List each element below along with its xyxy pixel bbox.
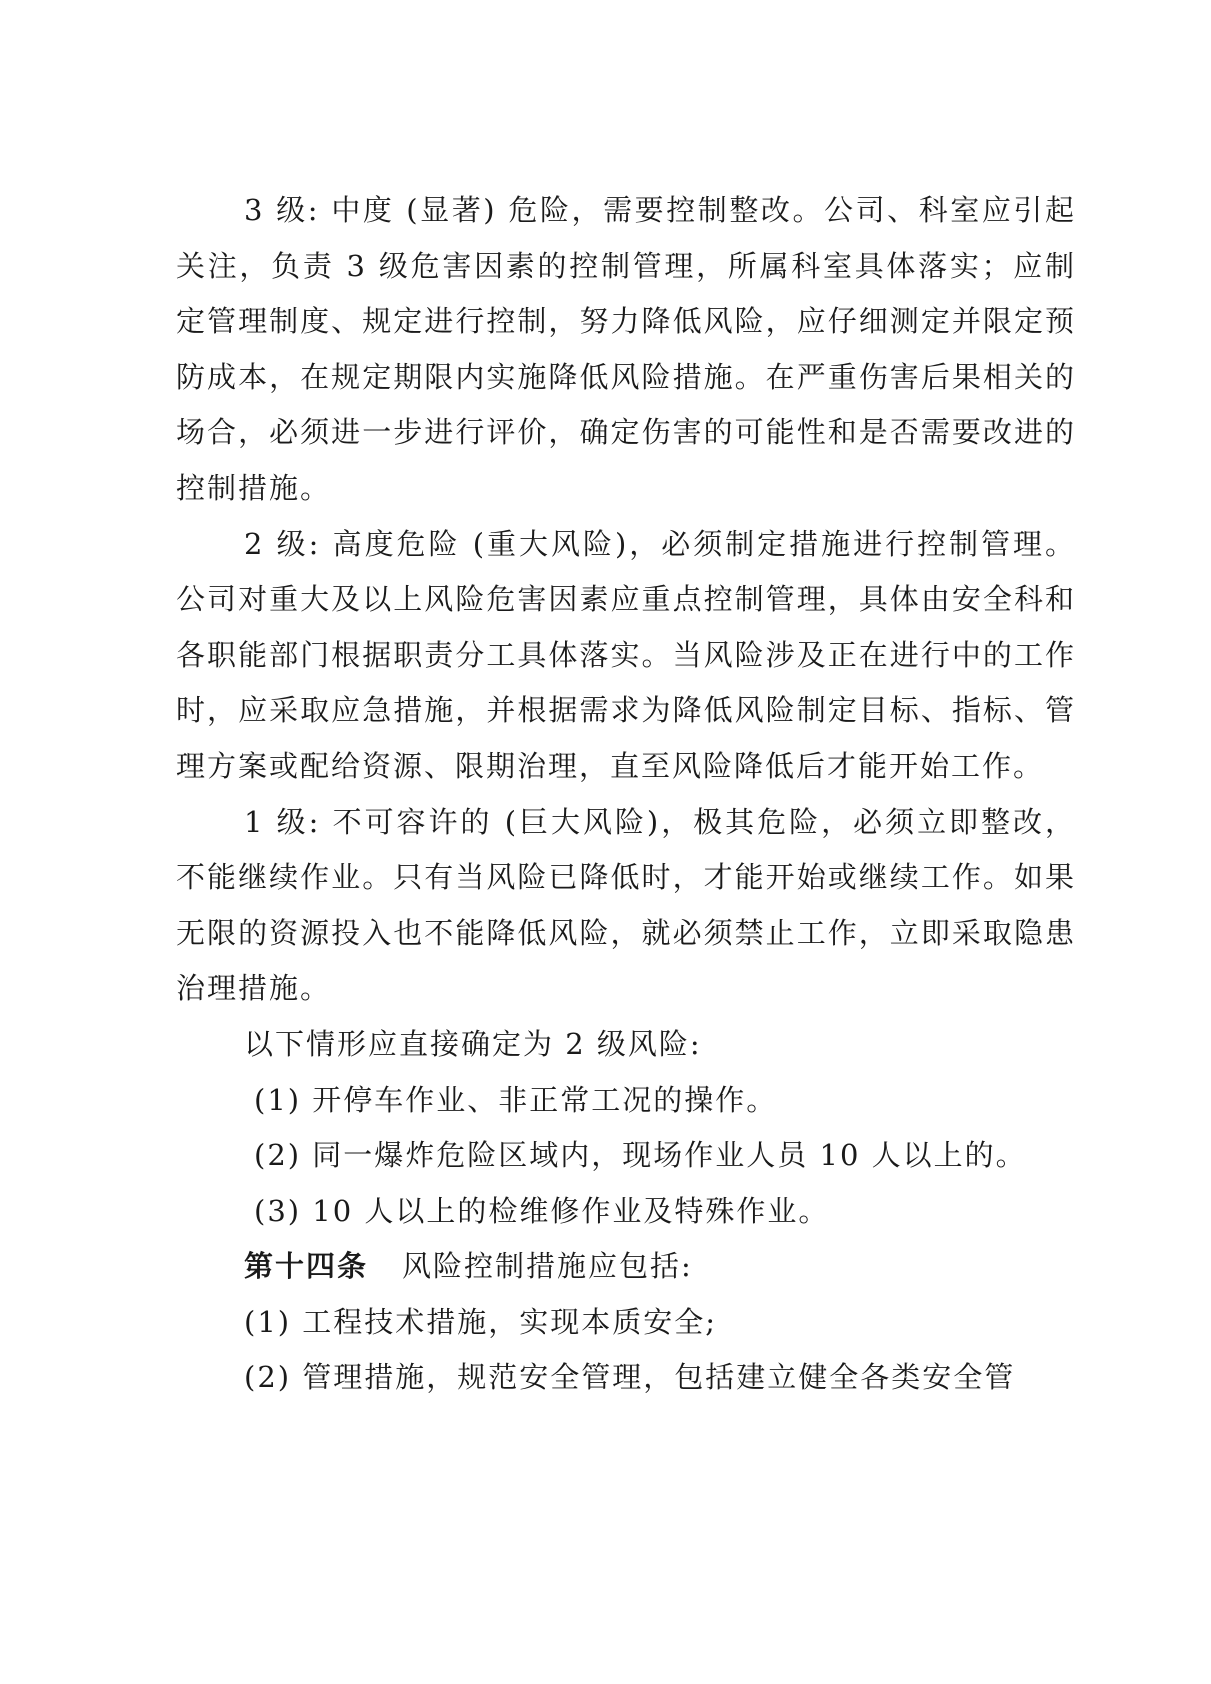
article-14-item-2: (2) 管理措施，规范安全管理，包括建立健全各类安全管: [244, 1360, 1016, 1395]
level2-case-3: (3) 10 人以上的检维修作业及特殊作业。: [254, 1193, 830, 1228]
level2-paragraph: 2 级: 高度危险 (重大风险)，必须制定措施进行控制管理。公司对重大及以上风险危害因素应重点控制管理，具体由安全科和各职能部门根据职责分工具体落实。当风险涉及正在进行中的工作时，应采取应急措施，并根据需求为降低风险制定目标、指标、管理方案或配给资源、限期治理，直至风险降低后才能开始工作。: [176, 526, 1076, 783]
level3-paragraph: 3 级: 中度 (显著) 危险，需要控制整改。公司、科室应引起关注，负责 3 级危害因素的控制管理，所属科室具体落实；应制定管理制度、规定进行控制，努力降低风险，应仔细测定并限定预防成本，在规定期限内实施降低风险措施。在严重伤害后果相关的场合，必须进一步进行评价，确定伤害的可能性和是否需要改进的控制措施。: [176, 193, 1076, 505]
level2-intro: 以下情形应直接确定为 2 级风险:: [244, 1026, 702, 1061]
article-14-item-1: (1) 工程技术措施，实现本质安全;: [244, 1304, 718, 1339]
level2-case-1: (1) 开停车作业、非正常工况的操作。: [254, 1082, 778, 1117]
article-14-title: 第十四条: [244, 1249, 369, 1284]
document-page: [176, 183, 1076, 1406]
level2-case-2: (2) 同一爆炸危险区域内，现场作业人员 10 人以上的。: [254, 1138, 1027, 1173]
level1-paragraph: 1 级: 不可容许的 (巨大风险)，极其危险，必须立即整改，不能继续作业。只有当风险已降低时，才能开始或继续工作。如果无限的资源投入也不能降低风险，就必须禁止工作，立即采取隐患治理措施。: [176, 804, 1076, 1006]
article-14-text: 风险控制措施应包括:: [402, 1249, 693, 1284]
article-14-heading: [176, 1239, 1076, 1295]
